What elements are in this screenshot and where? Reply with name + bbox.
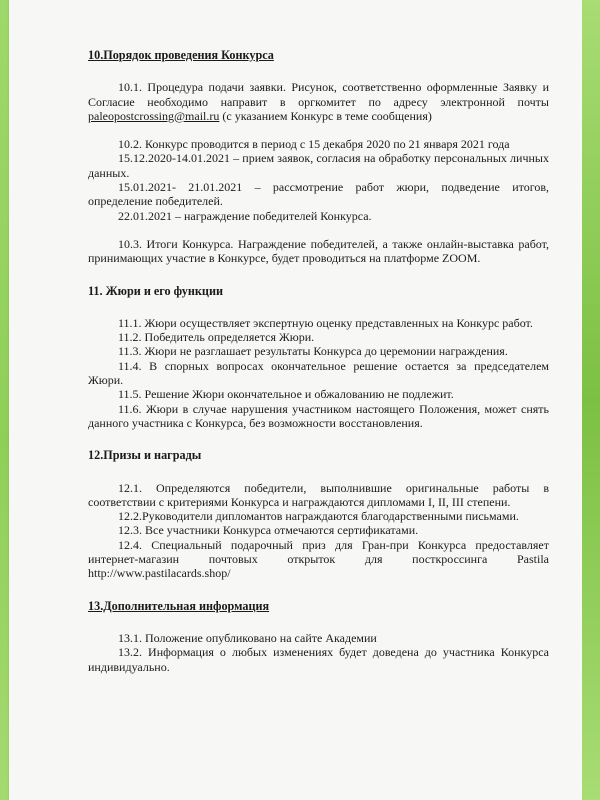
document-content (88, 48, 549, 674)
contact-email: paleopostcrossing@mail.ru (88, 108, 220, 123)
document-page (9, 0, 582, 800)
para-11-5: 11.5. Решение Жюри окончательное и обжалованию не подлежит. (118, 387, 454, 402)
para-11-6: 11.6. Жюри в случае нарушения участником настоящего Положения, может снять данного участника с Конкурса, без возможности восстановления. (88, 401, 549, 430)
para-12-1: 12.1. Определяются победители, выполнившие оригинальные работы в соответствии с критериями Конкурса и награждаются дипломами I, II, III степени. (88, 480, 549, 509)
para-11-2: 11.2. Победитель определяется Жюри. (118, 330, 315, 345)
para-12-3: 12.3. Все участники Конкурса отмечаются сертификатами. (118, 523, 419, 538)
para-10-2-dates-1: 15.12.2020-14.01.2021 – прием заявок, согласия на обработку персональных личных данных. (88, 151, 549, 180)
section-13-title: 13.Дополнительная информация (88, 598, 270, 613)
section-10-title: 10.Порядок проведения Конкурса (88, 48, 274, 62)
para-13-2: 13.2. Информация о любых изменениях будет доведена до участника Конкурса индивидуально. (88, 645, 549, 674)
para-10-2: 10.2. Конкурс проводится в период с 15 декабря 2020 по 21 января 2021 года (118, 137, 510, 152)
para-12-4: 12.4. Специальный подарочный приз для Гран-при Конкурса предоставляет интернет-магазин почтовых открыток для посткроссинга Pastila http://www.pastilacards.shop/ (88, 537, 549, 581)
para-12-2: 12.2.Руководители дипломантов награждаются благодарственными письмами. (118, 509, 519, 524)
decorative-side-stripe (582, 0, 600, 800)
para-10-3: 10.3. Итоги Конкурса. Награждение победителей, а также онлайн-выставка работ, принимающих участие в Конкурсе, будет проводиться на платформе ZOOM. (88, 236, 549, 266)
para-11-1: 11.1. Жюри осуществляет экспертную оценку представленных на Конкурс работ. (118, 315, 533, 330)
para-10-2-dates-2: 15.01.2021- 21.01.2021 – рассмотрение работ жюри, подведение итогов, определение победителей. (88, 180, 549, 209)
section-11-title: 11. Жюри и его функции (88, 283, 224, 298)
para-10-2-dates-3: 22.01.2021 – награждение победителей Конкурса. (118, 208, 372, 223)
para-11-4: 11.4. В спорных вопросах окончательное решение остается за председателем Жюри. (88, 358, 549, 388)
para-13-1: 13.1. Положение опубликовано на сайте Академии (118, 630, 377, 645)
para-11-3: 11.3. Жюри не разглашает результаты Конкурса до церемонии награждения. (118, 344, 508, 359)
para-10-1: 10.1. Процедура подачи заявки. Рисунок, соответственно оформленные Заявку и Согласие необходимо направит в оргкомитет по адресу электронной почты paleopostcrossing@mail.ru (с указанием Конкурс в теме сообщения) (88, 80, 549, 123)
section-12-title: 12.Призы и награды (88, 448, 202, 463)
